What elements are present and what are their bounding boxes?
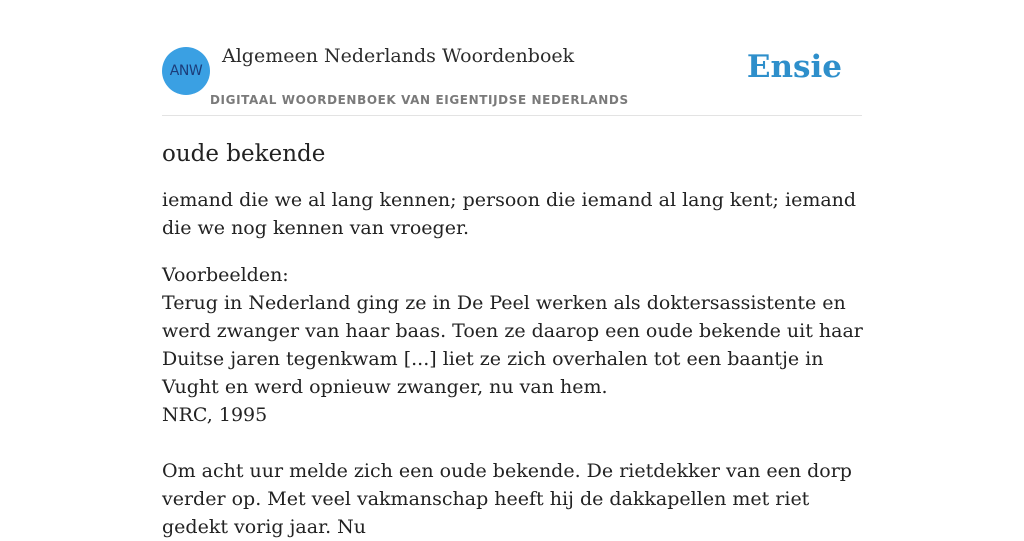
anw-logo[interactable]: ANW [162,47,210,95]
site-header [162,0,862,116]
dictionary-subtitle: DIGITAAL WOORDENBOEK VAN EIGENTIJDSE NEDERLANDS [210,93,629,107]
ensie-logo[interactable]: Ensie [746,49,842,85]
example-text: Terug in Nederland ging ze in De Peel werken als doktersassistente en werd zwanger van haar baas. Toen ze daarop een oude bekende uit haar Duitse jaren tegenkwam [...] liet ze zich overhalen tot een baantje in Vught en werd opnieuw zwanger, nu van hem. [162,292,863,398]
entry-content [162,136,868,541]
example-item [162,289,868,429]
examples-label: Voorbeelden: [162,264,289,286]
example-source: NRC, 1995 [162,404,268,426]
headword: oude bekende [162,141,326,167]
example-text: Om acht uur melde zich een oude bekende. De rietdekker van een dorp verder op. Met veel vakmanschap heeft hij de dakkapellen met riet gedekt vorig jaar. Nu [162,460,852,538]
dictionary-title[interactable]: Algemeen Nederlands Woordenboek [222,45,575,67]
example-item [162,457,868,541]
definition: iemand die we al lang kennen; persoon die iemand al lang kent; iemand die we nog kennen van vroeger. [162,189,857,239]
